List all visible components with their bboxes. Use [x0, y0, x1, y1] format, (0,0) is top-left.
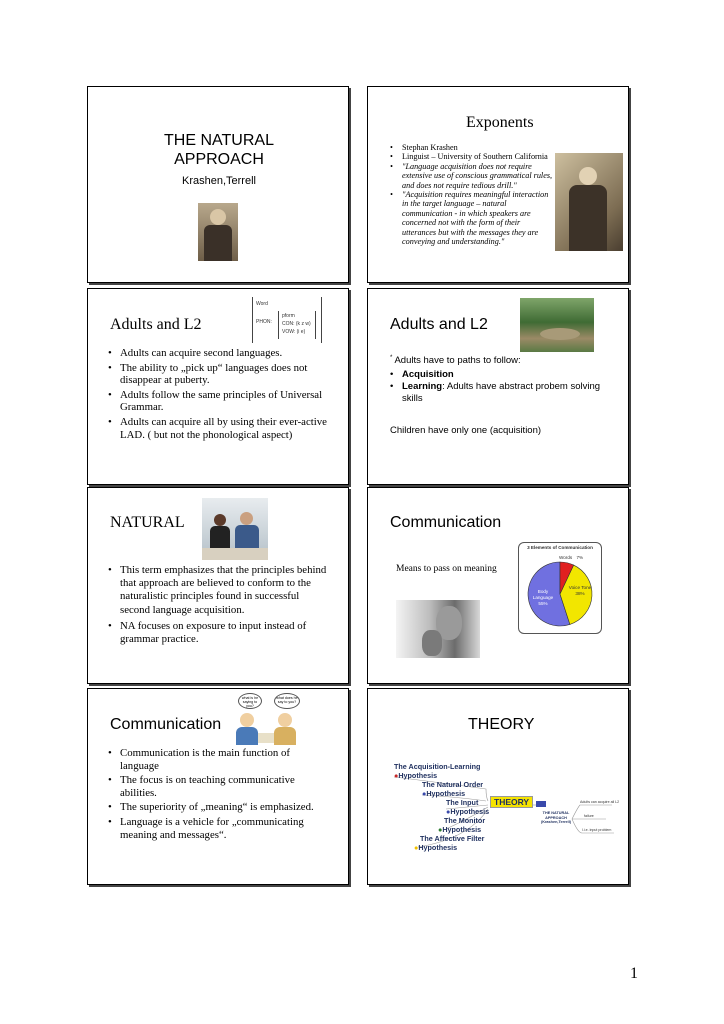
- list-item: • Adults can acquire second languages.: [108, 347, 330, 360]
- exponents-list: [390, 143, 554, 246]
- slide-natural: [87, 487, 349, 684]
- list-item: • NA focuses on exposure to input instead of grammar practice.: [108, 620, 330, 646]
- pie-words-label: Words 7%: [559, 555, 584, 560]
- pie-voice-label: Voice Tone 38%: [568, 585, 592, 596]
- communication-cartoon: what is he saying to you? what does he say to you?: [234, 691, 308, 747]
- classroom-photo: [202, 498, 268, 560]
- list-item: • Acquisition: [390, 369, 610, 381]
- list-item: • This term emphasizes that the principles behind that approach are believed to conform to the naturalistic principles found in successful second language acquisition.: [108, 564, 330, 617]
- slide-adults-title: Adults and L2: [110, 316, 202, 333]
- theory-center-node: THEORY: [490, 796, 533, 808]
- slide-exponents-title: Exponents: [466, 114, 534, 131]
- list-item: • "Acquisition requires meaningful interaction in the target language – natural communication - in which speakers are concerned not with the form of their utterances but with the messages they are conveying and understanding.": [390, 190, 554, 246]
- slide-theory-title: THEORY: [468, 716, 535, 733]
- list-item: • The focus is on teaching communicative abilities.: [108, 774, 330, 799]
- krashen-photo: [198, 203, 238, 261]
- list-item: • The ability to „pick up“ languages does not disappear at puberty.: [108, 362, 330, 387]
- hypothesis-node: The Monitor ●Hypothesis: [438, 816, 486, 834]
- adults-list: [108, 347, 330, 441]
- list-item: • Stephan Krashen: [390, 143, 554, 152]
- pie-body-label: Body Language 55%: [532, 589, 554, 606]
- list-item: • Linguist – University of Southern California: [390, 152, 554, 161]
- list-item: • Communication is the main function of language: [108, 747, 330, 772]
- hypothesis-node: The Affective Filter ●Hypothesis: [414, 834, 485, 852]
- communication-pie-chart: 3 Elements of Communication Words 7% Body Language 55% Voice Tone 38%: [518, 542, 602, 634]
- slide-title-heading: THE NATURAL APPROACH: [164, 132, 274, 168]
- children-note: Children have only one (acquisition): [390, 425, 542, 436]
- hypothesis-node: The Input ●Hypothesis: [446, 798, 490, 816]
- list-item: • Language is a vehicle for „communicating meaning and messages“.: [108, 816, 330, 841]
- slide-title-subtitle: Krashen,Terrell: [182, 175, 256, 187]
- branch-label: failure: [584, 814, 594, 818]
- communication-text: Means to pass on meaning: [396, 564, 497, 574]
- page-number: 1: [630, 965, 638, 982]
- communication-list: [108, 747, 330, 841]
- list-item: • "Language acquisition does not require extensive use of conscious grammatical rules, and does not require tedious drill.": [390, 162, 554, 190]
- natural-list: [108, 564, 330, 646]
- slide-exponents: [367, 86, 629, 283]
- slide-adults-l2-a: [87, 288, 349, 485]
- forest-path-photo: [520, 298, 594, 352]
- slide-title: [87, 86, 349, 283]
- slide-communication-title: Communication: [390, 514, 502, 531]
- list-item: • Learning: Adults have abstract probem solving skills: [390, 381, 610, 405]
- slide-communication-a: [367, 487, 629, 684]
- hypothesis-node: The Natural Order ●Hypothesis: [422, 780, 484, 798]
- slide-natural-title: NATURAL: [110, 514, 185, 531]
- list-item: • Adults can acquire all by using their ever-active LAD. ( but not the phonological aspect): [108, 416, 330, 441]
- branch-label: Adults can acquire all L2: [580, 800, 620, 804]
- list-item: • Adults follow the same principles of Universal Grammar.: [108, 389, 330, 414]
- slide-communication-b: [87, 688, 349, 885]
- slide-adults-b-title: Adults and L2: [390, 316, 488, 333]
- slide-adults-l2-b: [367, 288, 629, 485]
- theory-connector-icon: [536, 801, 546, 807]
- slide-communication-b-title: Communication: [110, 716, 222, 733]
- list-item: • The superiority of „meaning“ is emphasized.: [108, 801, 330, 814]
- word-structure-diagram: Word PHON: pform CON: (k z w) VOW: (i e): [252, 297, 322, 345]
- paths-list: [390, 369, 610, 405]
- thinking-man-photo: [396, 600, 480, 658]
- branch-label: l.i.e. input problem: [582, 828, 612, 832]
- krashen-lecture-photo: [555, 153, 623, 251]
- paths-intro: * Adults have to paths to follow:: [390, 355, 521, 366]
- natural-approach-node: THE NATURAL APPROACH (Krashen,Terrell): [540, 811, 572, 825]
- hypothesis-node: The Acquisition-Learning ●Hypothesis: [394, 762, 481, 780]
- theory-mindmap-lines: [368, 689, 629, 885]
- slide-theory: [367, 688, 629, 885]
